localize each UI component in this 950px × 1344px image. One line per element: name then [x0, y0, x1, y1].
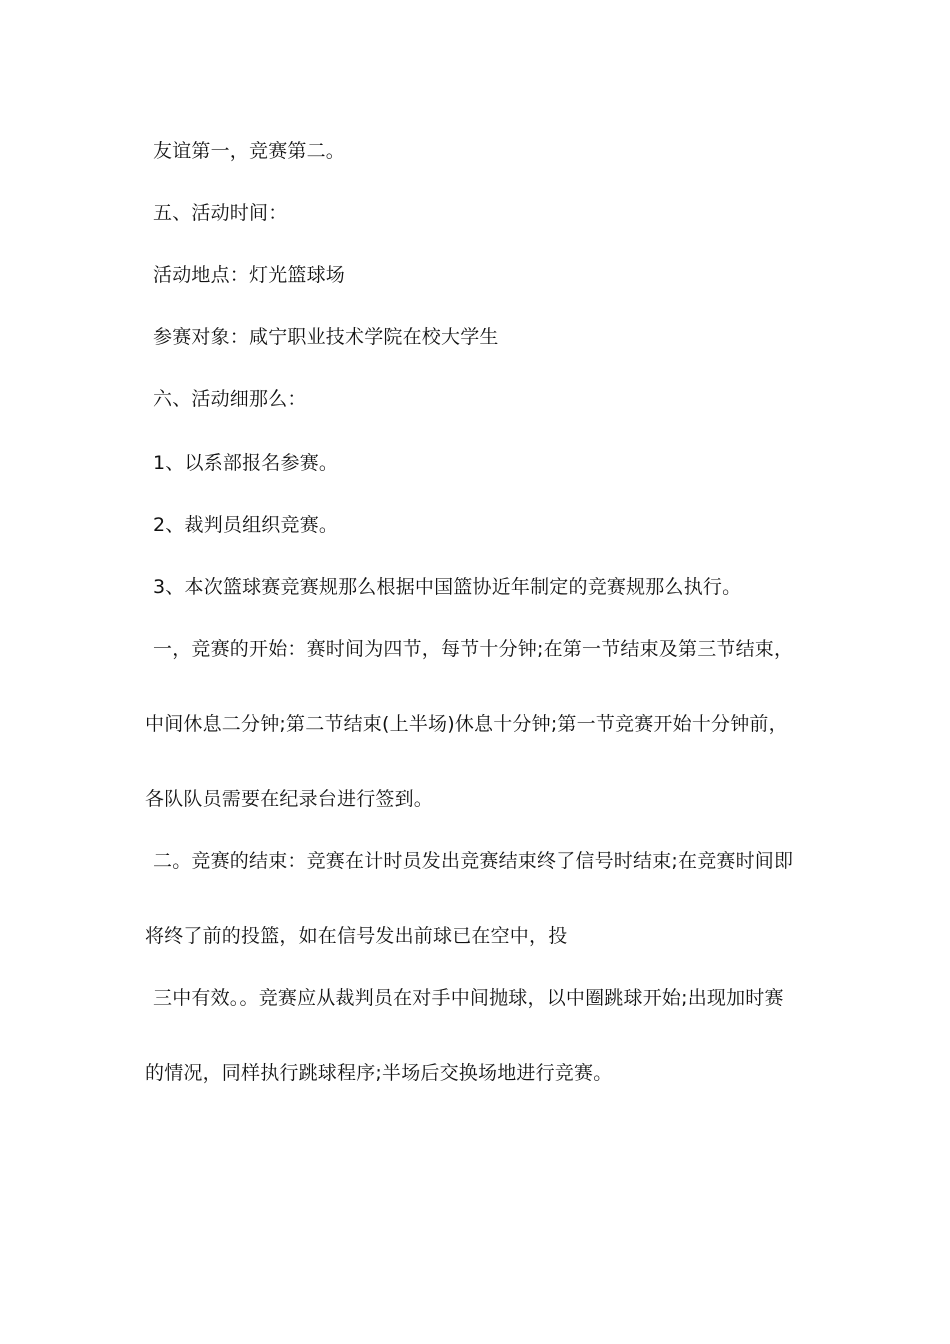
paragraph-line: 将终了前的投篮，如在信号发出前球已在空中，投 [145, 925, 568, 947]
list-item: 2、裁判员组织竞赛。 [153, 514, 339, 536]
paragraph-line: 三中有效。。竞赛应从裁判员在对手中间抛球，以中圈跳球开始;出现加时赛 [153, 987, 784, 1009]
paragraph-line: 一，竞赛的开始：赛时间为四节，每节十分钟;在第一节结束及第三节结束， [153, 638, 794, 660]
paragraph-line: 中间休息二分钟;第二节结束(上半场)休息十分钟;第一节竞赛开始十分钟前， [145, 713, 788, 735]
text-line: 参赛对象：咸宁职业技术学院在校大学生 [153, 326, 499, 348]
list-item: 3、本次篮球赛竞赛规那么根据中国篮协近年制定的竞赛规那么执行。 [153, 576, 742, 598]
section-heading: 五、活动时间： [153, 202, 288, 224]
list-item: 1、以系部报名参赛。 [153, 452, 339, 474]
paragraph-line: 的情况，同样执行跳球程序;半场后交换场地进行竞赛。 [145, 1062, 613, 1084]
paragraph-line: 各队队员需要在纪录台进行签到。 [145, 788, 434, 810]
paragraph-line: 二。竞赛的结束：竞赛在计时员发出竞赛结束终了信号时结束;在竞赛时间即 [153, 850, 794, 872]
text-line: 活动地点：灯光篮球场 [153, 264, 346, 286]
text-line: 友谊第一，竞赛第二。 [153, 140, 346, 162]
section-heading: 六、活动细那么： [153, 388, 307, 410]
